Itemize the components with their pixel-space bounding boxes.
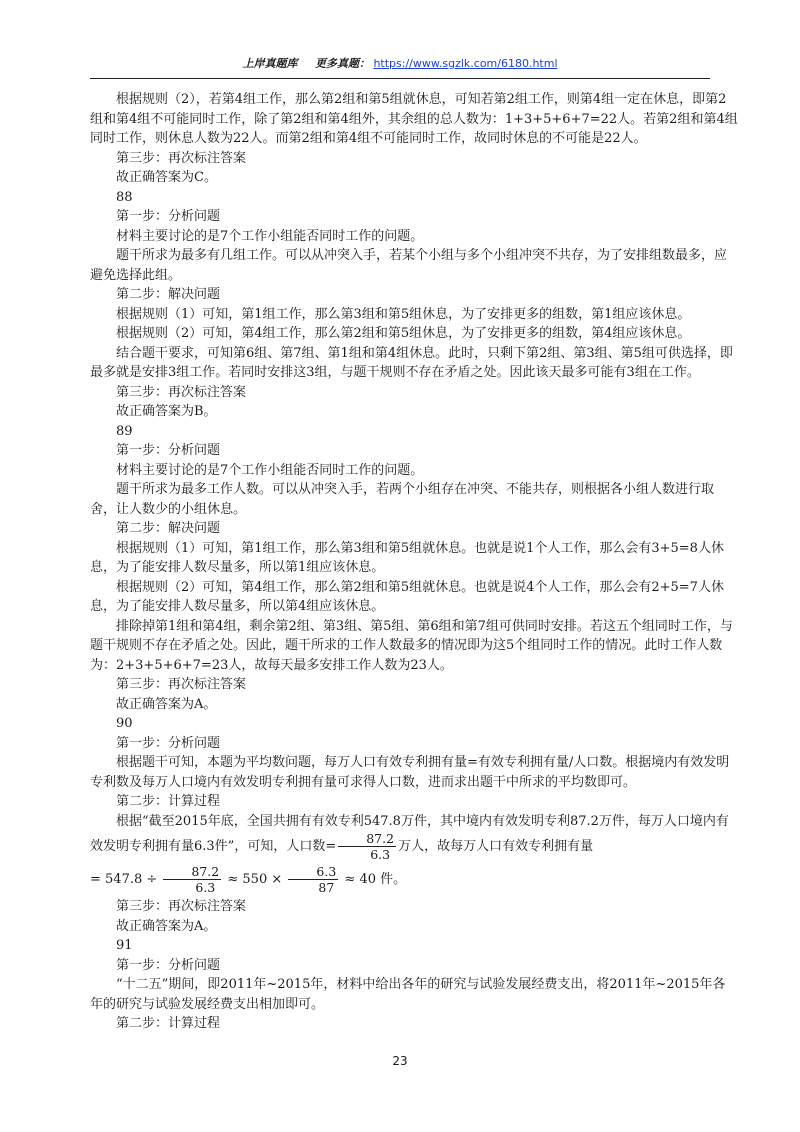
paragraph: 故正确答案为A。 xyxy=(116,696,217,712)
header-link[interactable]: https://www.sgzlk.com/6180.html xyxy=(373,57,558,70)
paragraph: 第三步：再次标注答案 xyxy=(116,150,247,166)
calc-paragraph: 根据“截至2015年底，全国共拥有有效专利547.8万件，其中境内有效发明专利87.2万件，每万人口境内有效发明专利拥有量6.3件”，可知，人口数= $\frac{87.2}{6.3}$ 万人，故每万人口有效专利拥有量 xyxy=(90,813,729,862)
paragraph: 根据规则（2），若第4组工作，那么第2组和第5组就休息，可知若第2组工作，则第4组一定在休息，即第2组和第4组不可能同时工作，除了第2组和第4组外，其余组的总人数为：1+3+5+6+7=22人。若第2组和第4组同时工作，则休息人数为22人。而第2组和第4组不可能同时工作，故同时休息的不可能是22人。 xyxy=(90,92,738,146)
paragraph: 第三步：再次标注答案 xyxy=(116,677,247,692)
paragraph: 第一步：分析问题 xyxy=(116,443,221,458)
calc-formula: = 547.8 ÷ $\frac{87.2}{6.3}$ ≈ 550 × $\frac{6.3}{87}$ ≈ 40 件。 xyxy=(90,864,407,895)
paragraph: 第一步：分析问题 xyxy=(116,957,221,973)
paragraph: 题干所求为最多有几组工作。可以从冲突入手，若某个小组与多个小组冲突不共存，为了安排组数最多，应避免选择此组。 xyxy=(90,248,728,283)
paragraph: 根据规则（2）可知，第4组工作，那么第2组和第5组休息，为了安排更多的组数，第4组应该休息。 xyxy=(116,326,691,341)
paragraph: 第三步：再次标注答案 xyxy=(116,384,247,400)
paragraph: “十二五”期间，即2011年~2015年，材料中给出各年的研究与试验发展经费支出，将2011年~2015年各年的研究与试验发展经费支出相加即可。 xyxy=(90,977,726,1012)
paragraph: 根据规则（1）可知，第1组工作，那么第3组和第5组就休息。也就是说1个人工作，那么会有3+5=8人休息，为了能安排人数尽量多，所以第1组应该休息。 xyxy=(90,540,724,575)
header-brand: 上岸真题库 xyxy=(242,57,298,70)
paragraph: 第二步：计算过程 xyxy=(116,794,221,809)
formula-fraction-1: $\frac{87.2}{6.3}$ xyxy=(163,864,221,895)
paragraph: 故正确答案为A。 xyxy=(116,918,217,934)
paragraph: 88 xyxy=(116,189,133,205)
paragraph: 排除掉第1组和第4组，剩余第2组、第3组、第5组、第6组和第7组可供同时安排。若这五个组同时工作，与题干规则不存在矛盾之处。因此，题干所求的工作人数最多的情况即为这5个组同时工作的情况。此时工作人数为：2+3+5+6+7=23人，故每天最多安排工作人数为23人。 xyxy=(90,618,733,673)
paragraph: 故正确答案为C。 xyxy=(116,170,217,185)
paragraph: 第三步：再次标注答案 xyxy=(116,899,247,914)
population-fraction: $\frac{87.2}{6.3}$ xyxy=(338,831,396,862)
page-header xyxy=(90,56,710,79)
paragraph: 根据题干可知，本题为平均数问题，每万人口有效专利拥有量=有效专利拥有量/人口数。根据境内有效发明专利数及每万人口境内有效发明专利拥有量可求得人口数，进而求出题干中所求的平均数即可。 xyxy=(90,755,730,790)
paragraph: 故正确答案为B。 xyxy=(116,404,217,419)
paragraph: 91 xyxy=(116,938,133,953)
document-body xyxy=(90,90,738,1034)
formula-fraction-2: $\frac{6.3}{87}$ xyxy=(288,864,338,895)
paragraph: 题干所求为最多工作人数。可以从冲突入手，若两个小组存在冲突、不能共存，则根据各小组人数进行取舍，让人数少的小组休息。 xyxy=(90,482,715,517)
paragraph: 第二步：解决问题 xyxy=(116,521,221,536)
paragraph: 结合题干要求，可知第6组、第7组、第1组和第4组休息。此时，只剩下第2组、第3组、第5组可供选择，即最多就是安排3组工作。若同时安排这3组，与题干规则不存在矛盾之处。因此该天最多可能有3组在工作。 xyxy=(90,345,733,380)
paragraph: 90 xyxy=(116,716,133,731)
paragraph: 根据规则（2）可知，第4组工作，那么第2组和第5组就休息。也就是说4个人工作，那么会有2+5=7人休息，为了能安排人数尽量多，所以第4组应该休息。 xyxy=(90,579,724,614)
paragraph: 根据规则（1）可知，第1组工作，那么第3组和第5组休息，为了安排更多的组数，第1组应该休息。 xyxy=(116,306,691,322)
paragraph: 第一步：分析问题 xyxy=(116,209,221,224)
paragraph: 第一步：分析问题 xyxy=(116,735,221,751)
paragraph: 第二步：解决问题 xyxy=(116,287,221,302)
paragraph: 89 xyxy=(116,423,133,439)
page-number: 23 xyxy=(392,1054,408,1068)
paragraph: 材料主要讨论的是7个工作小组能否同时工作的问题。 xyxy=(116,228,424,244)
paragraph: 第二步：计算过程 xyxy=(116,1016,221,1031)
header-label: 更多真题： xyxy=(314,57,370,70)
paragraph: 材料主要讨论的是7个工作小组能否同时工作的问题。 xyxy=(116,462,424,478)
